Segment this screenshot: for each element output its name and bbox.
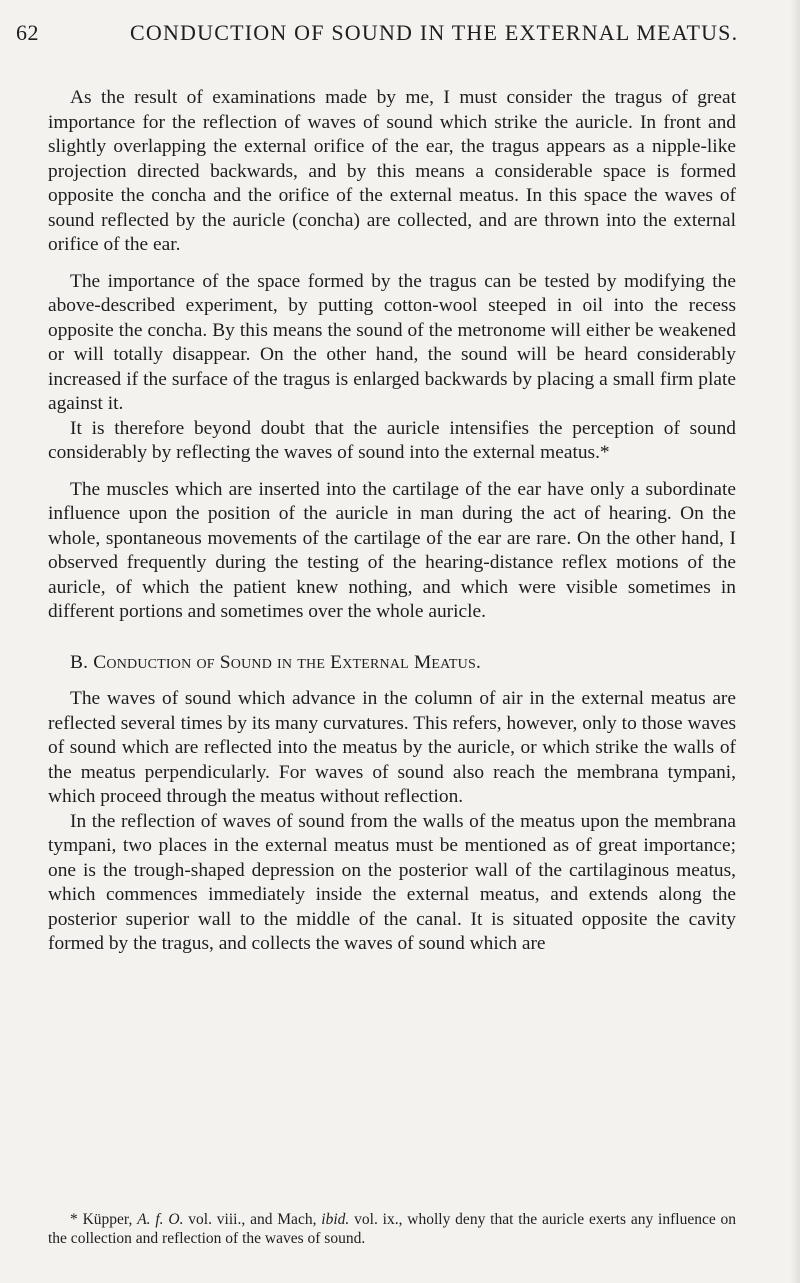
page-number: 62 <box>16 20 39 45</box>
page-body <box>48 86 736 957</box>
section-title: Conduction of Sound in the External Meatus. <box>93 651 482 673</box>
footnote-ibid: ibid. <box>321 1211 350 1228</box>
footnote-text-b: vol. ix., wholly deny that the auricle exerts any influence on the collection and reflection of the waves of sound. <box>48 1211 737 1247</box>
page-edge-shadow <box>790 0 800 1283</box>
paragraph-auricle-conclusion: It is therefore beyond doubt that the auricle intensifies the perception of sound considerably by reflecting the waves of sound into the external meatus.* <box>48 417 736 463</box>
page-header <box>16 20 756 56</box>
footnote-marker: * <box>70 1211 78 1228</box>
paragraph-reflection-places: In the reflection of waves of sound from the walls of the meatus upon the membrana tympani, two places in the external meatus must be mentioned as of great importance; one is the trough-shaped depression on the posterior wall of the cartilaginous meatus, which commences immediately inside the external meatus, and extends along the posterior superior wall to the middle of the canal. It is situated opposite the cavity formed by the tragus, and collects the waves of sound which are <box>48 810 736 954</box>
footnote-text-a: vol. viii., and Mach, <box>188 1211 317 1228</box>
footnote-authors: Küpper, <box>82 1211 133 1228</box>
running-title: CONDUCTION OF SOUND IN THE EXTERNAL MEATUS. <box>130 20 739 45</box>
footnote <box>48 1210 736 1248</box>
paragraph-ear-muscles: The muscles which are inserted into the cartilage of the ear have only a subordinate influence upon the position of the auricle in man during the act of hearing. On the whole, spontaneous movements of the cartilage of the ear are rare. On the other hand, I observed frequently during the testing of the hearing-distance reflex motions of the auricle, of which the patient knew nothing, and which were visible sometimes in different portions and sometimes over the whole auricle. <box>48 478 736 622</box>
paragraph-meatus-reflection: The waves of sound which advance in the column of air in the external meatus are reflected several times by its many curvatures. This refers, however, only to those waves of sound which are reflected into the meatus by the auricle, or which strike the walls of the meatus perpendicularly. For waves of sound also reach the membrana tympani, which proceed through the meatus without reflection. <box>48 688 736 807</box>
footnote-journal: A. f. O. <box>137 1211 184 1228</box>
section-letter: B. <box>70 651 89 673</box>
section-heading <box>48 651 736 676</box>
paragraph-tragus-experiment: The importance of the space formed by the tragus can be tested by modifying the above-described experiment, by putting cotton-wool steeped in oil into the recess opposite the concha. By this means the sound of the metronome will either be weakened or will totally disappear. On the other hand, the sound will be heard considerably increased if the surface of the tragus is enlarged backwards by placing a small firm plate against it. <box>48 270 736 414</box>
paragraph-tragus-importance: As the result of examinations made by me, I must consider the tragus of great importance for the reflection of waves of sound which strike the auricle. In front and slightly overlapping the external orifice of the ear, the tragus appears as a nipple-like projection directed backwards, and by this means a considerable space is formed opposite the concha and the orifice of the external meatus. In this space the waves of sound reflected by the auricle (concha) are collected, and are thrown into the external orifice of the ear. <box>48 87 736 255</box>
